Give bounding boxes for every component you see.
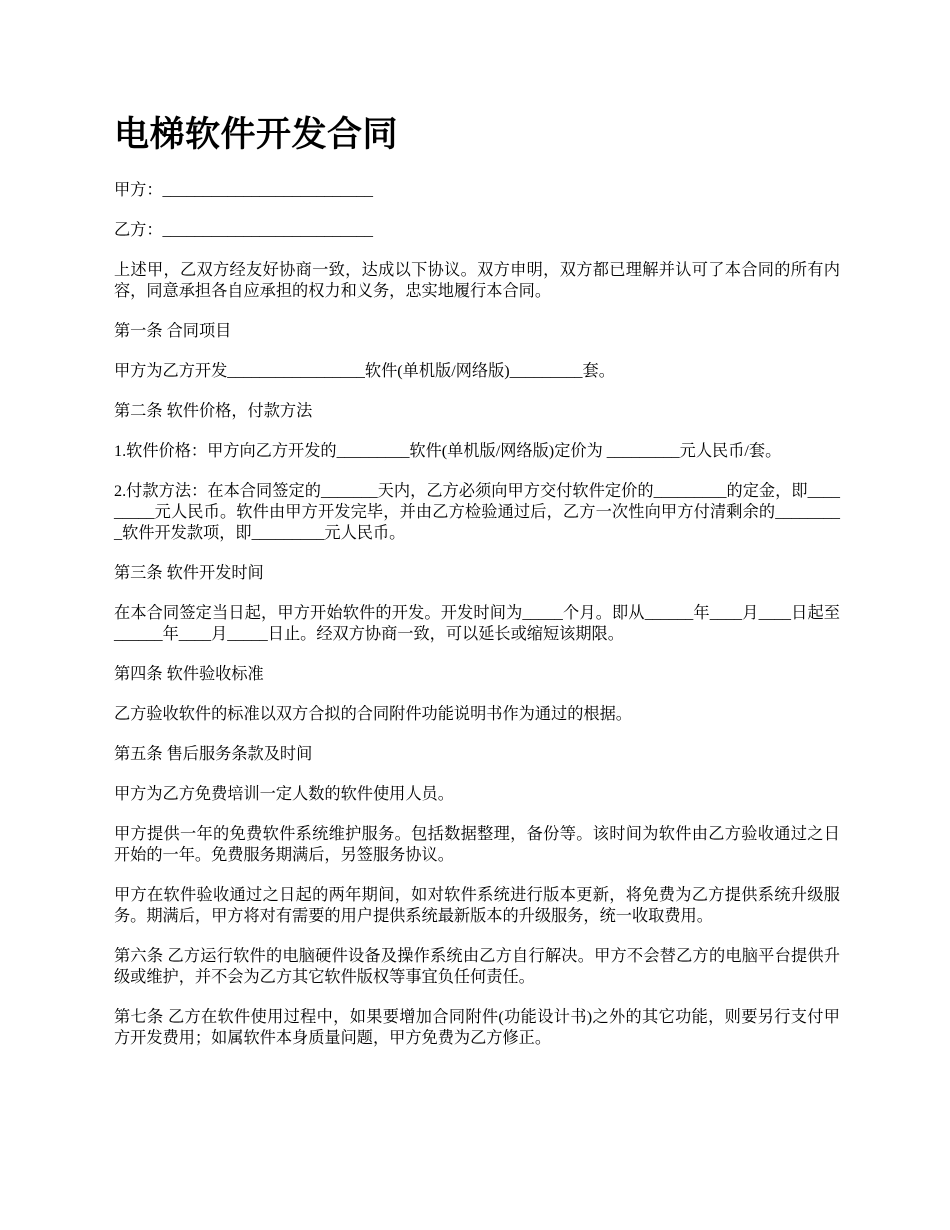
article-2-heading: 第二条 软件价格，付款方法: [114, 402, 313, 420]
preamble-paragraph: 上述甲，乙双方经友好协商一致，达成以下协议。双方申明，双方都已理解并认可了本合同的所有内容，同意承担各自应承担的权力和义务，忠实地履行本合同。: [114, 261, 840, 300]
article-1-heading: 第一条 合同项目: [114, 322, 232, 340]
contract-document: [114, 112, 840, 1068]
article-5-maintenance: 甲方提供一年的免费软件系统维护服务。包括数据整理，备份等。该时间为软件由乙方验收通过之日开始的一年。免费服务期满后，另签服务协议。: [114, 825, 840, 864]
article-2-payment: 2.付款方法：在本合同签定的_______天内，乙方必须向甲方交付软件定价的_________的定金，即_________元人民币。软件由甲方开发完毕，并由乙方检验通过后，乙方一次性向甲方付清剩余的_________软件开发款项，即_________元人民币。: [114, 482, 840, 542]
party-b-line: 乙方：__________________________: [114, 221, 373, 239]
article-4-heading: 第四条 软件验收标准: [114, 665, 264, 683]
party-a-line: 甲方：__________________________: [114, 181, 373, 199]
article-3-heading: 第三条 软件开发时间: [114, 564, 264, 582]
article-5-upgrade: 甲方在软件验收通过之日起的两年期间，如对软件系统进行版本更新，将免费为乙方提供系统升级服务。期满后，甲方将对有需要的用户提供系统最新版本的升级服务，统一收取费用。: [114, 886, 840, 925]
article-5-training: 甲方为乙方免费培训一定人数的软件使用人员。: [114, 785, 454, 803]
article-5-heading: 第五条 售后服务条款及时间: [114, 745, 313, 763]
article-1-body: 甲方为乙方开发_________________软件(单机版/网络版)_________套。: [114, 362, 615, 380]
article-6-body: 第六条 乙方运行软件的电脑硬件设备及操作系统由乙方自行解决。甲方不会替乙方的电脑平台提供升级或维护，并不会为乙方其它软件版权等事宜负任何责任。: [114, 947, 840, 986]
article-4-body: 乙方验收软件的标准以双方合拟的合同附件功能说明书作为通过的根据。: [114, 705, 632, 723]
document-title: 电梯软件开发合同: [114, 115, 399, 155]
article-7-body: 第七条 乙方在软件使用过程中，如果要增加合同附件(功能设计书)之外的其它功能，则要另行支付甲方开发费用；如属软件本身质量问题，甲方免费为乙方修正。: [114, 1008, 840, 1047]
article-3-body: 在本合同签定当日起，甲方开始软件的开发。开发时间为_____个月。即从______年____月____日起至______年____月_____日止。经双方协商一致，可以延长或缩短该期限。: [114, 604, 840, 643]
article-2-price: 1.软件价格：甲方向乙方开发的_________软件(单机版/网络版)定价为 _________元人民币/套。: [114, 442, 782, 460]
